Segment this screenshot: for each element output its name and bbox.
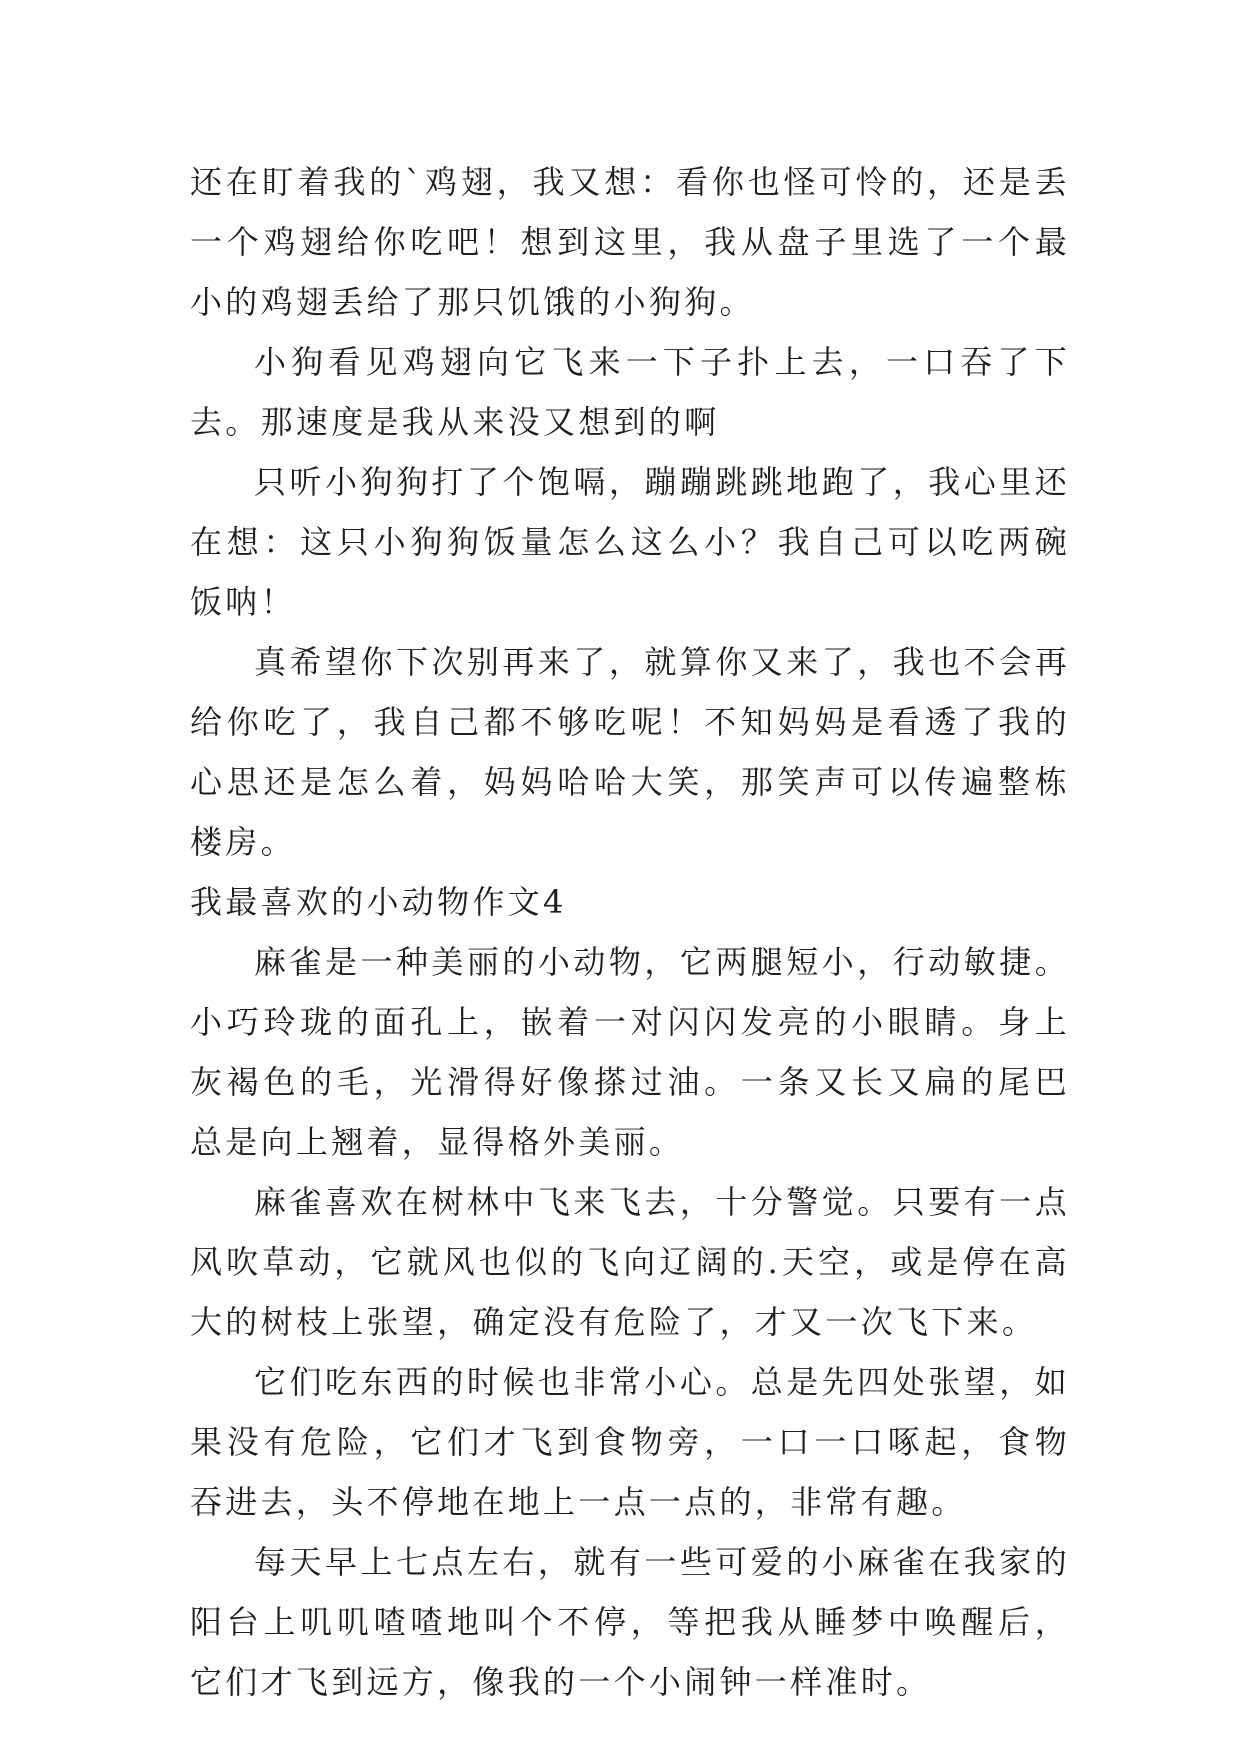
section-heading: 我最喜欢的小动物作文4: [190, 883, 567, 921]
paragraph: 小狗看见鸡翅向它飞来一下子扑上去，一口吞了下去。那速度是我从来没又想到的啊: [190, 343, 1070, 441]
document-body: [190, 152, 1070, 1712]
paragraph: 它们吃东西的时候也非常小心。总是先四处张望，如果没有危险，它们才飞到食物旁，一口一口啄起，食物吞进去，头不停地在地上一点一点的，非常有趣。: [190, 1363, 1070, 1521]
paragraph: 还在盯着我的`鸡翅，我又想：看你也怪可怜的，还是丢一个鸡翅给你吃吧！想到这里，我从盘子里选了一个最小的鸡翅丢给了那只饥饿的小狗狗。: [190, 163, 1070, 321]
paragraph: 麻雀喜欢在树林中飞来飞去，十分警觉。只要有一点风吹草动，它就风也似的飞向辽阔的.天空，或是停在高大的树枝上张望，确定没有危险了，才又一次飞下来。: [190, 1183, 1070, 1341]
paragraph: 真希望你下次别再来了，就算你又来了，我也不会再给你吃了，我自己都不够吃呢！不知妈妈是看透了我的心思还是怎么着，妈妈哈哈大笑，那笑声可以传遍整栋楼房。: [190, 643, 1070, 861]
paragraph: 只听小狗狗打了个饱嗝，蹦蹦跳跳地跑了，我心里还在想：这只小狗狗饭量怎么这么小？我自己可以吃两碗饭呐！: [190, 463, 1070, 621]
paragraph: 每天早上七点左右，就有一些可爱的小麻雀在我家的阳台上叽叽喳喳地叫个不停，等把我从睡梦中唤醒后，它们才飞到远方，像我的一个小闹钟一样准时。: [190, 1543, 1070, 1701]
paragraph: 麻雀是一种美丽的小动物，它两腿短小，行动敏捷。小巧玲珑的面孔上，嵌着一对闪闪发亮的小眼睛。身上灰褐色的毛，光滑得好像搽过油。一条又长又扁的尾巴总是向上翘着，显得格外美丽。: [190, 943, 1070, 1161]
